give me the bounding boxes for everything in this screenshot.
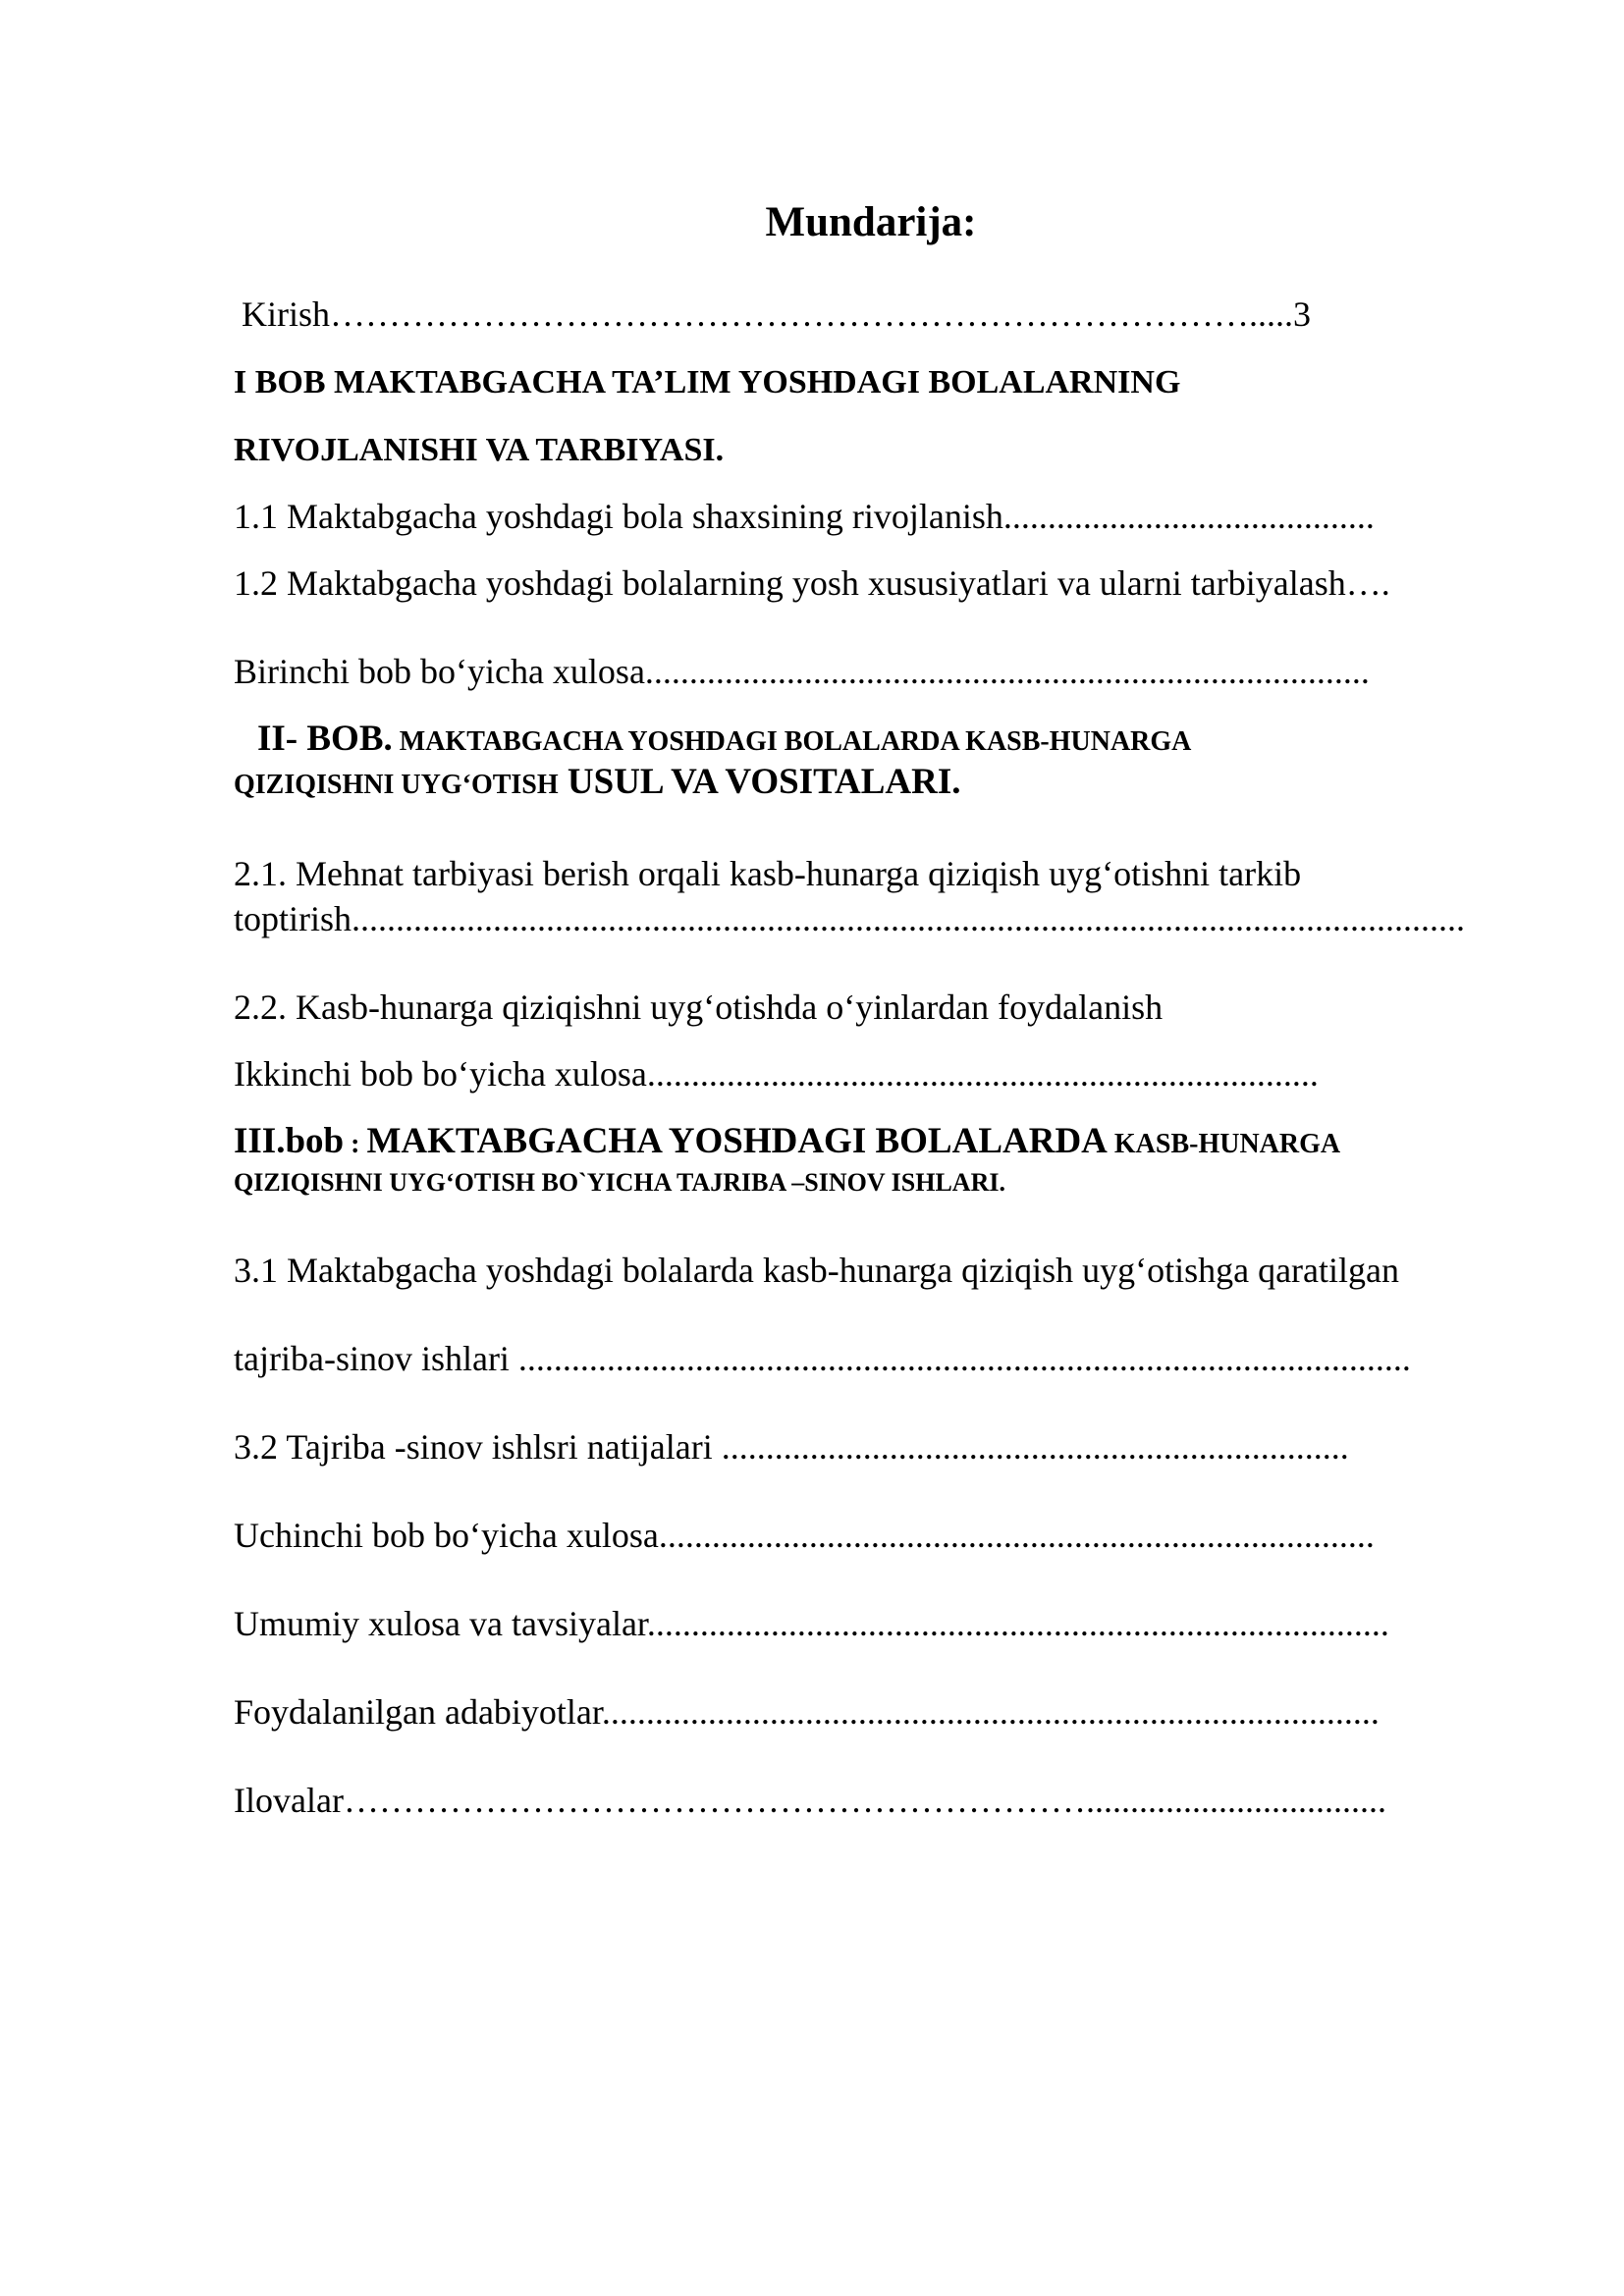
toc-entry-umumiy-xulosa: Umumiy xulosa va tavsiyalar....................................................................................: [234, 1604, 1389, 1643]
toc-chapter-3-title-line2: QIZIQISHNI UYG‘OTISH BO`YICHA TAJRIBA –SINOV ISHLARI.: [234, 1168, 1005, 1197]
toc-entry-2-2: 2.2. Kasb-hunarga qiziqishni uyg‘otishda o‘yinlardan foydalanish: [234, 988, 1164, 1027]
chapter-3-separator: :: [344, 1129, 367, 1159]
toc-entry-adabiyotlar: Foydalanilgan adabiyotlar........................................................................................: [234, 1692, 1380, 1732]
chapter-2-title-text: MAKTABGACHA YOSHDAGI BOLALARDA KASB-HUNARGA: [392, 726, 1192, 757]
toc-entry-3-1-line1: 3.1 Maktabgacha yoshdagi bolalarda kasb-hunarga qiziqish uyg‘otishga qaratilgan: [234, 1251, 1399, 1290]
toc-entry-xulosa-1: Birinchi bob bo‘yicha xulosa..................................................................................: [234, 652, 1370, 691]
toc-entry-2-1-line1: 2.1. Mehnat tarbiyasi berish orqali kasb-hunarga qiziqish uyg‘otishni tarkib: [234, 854, 1302, 893]
toc-entry-xulosa-2: Ikkinchi bob bo‘yicha xulosa............................................................................: [234, 1054, 1319, 1094]
chapter-2-label: II- BOB.: [257, 719, 393, 759]
toc-entry-xulosa-3: Uchinchi bob bo‘yicha xulosa.................................................................................: [234, 1516, 1375, 1555]
chapter-3-title-text-2: KASB-HUNARGA: [1107, 1129, 1341, 1159]
chapter-2-title-text-2: QIZIQISHNI UYG‘OTISH: [234, 770, 559, 800]
chapter-2-title-text-3: USUL VA VOSITALARI.: [558, 762, 961, 802]
toc-entry-1-2: 1.2 Maktabgacha yoshdagi bolalarning yosh xususiyatlari va ularni tarbiyalash….: [234, 563, 1390, 603]
toc-entry-1-1: 1.1 Maktabgacha yoshdagi bola shaxsining rivojlanish..........................................: [234, 497, 1375, 536]
toc-chapter-2-title-line2: [234, 764, 961, 800]
toc-entry-3-1-line2: tajriba-sinov ishlari .....................................................................................................: [234, 1339, 1411, 1378]
toc-entry-ilovalar: Ilovalar………………………………………………………..................................: [234, 1781, 1386, 1820]
toc-entry-3-2: 3.2 Tajriba -sinov ishlsri natijalari .......................................................................: [234, 1427, 1349, 1467]
page-title: Mundarija:: [765, 199, 977, 245]
chapter-3-title-text: MAKTABGACHA YOSHDAGI BOLALARDA: [366, 1121, 1108, 1161]
toc-chapter-1-title-line1: I BOB MAKTABGACHA TA’LIM YOSHDAGI BOLALARNING: [234, 364, 1181, 400]
toc-entry-2-1-line2: toptirish..............................................................................................................................: [234, 899, 1466, 938]
toc-chapter-3-title-line1: [234, 1123, 1340, 1159]
toc-chapter-2-title-line1: [257, 721, 1191, 757]
toc-entry-kirish: Kirish…………………………………………………………………….....3: [242, 294, 1311, 334]
chapter-3-label: III.bob: [234, 1121, 345, 1161]
toc-chapter-1-title-line2: RIVOJLANISHI VA TARBIYASI.: [234, 432, 725, 468]
